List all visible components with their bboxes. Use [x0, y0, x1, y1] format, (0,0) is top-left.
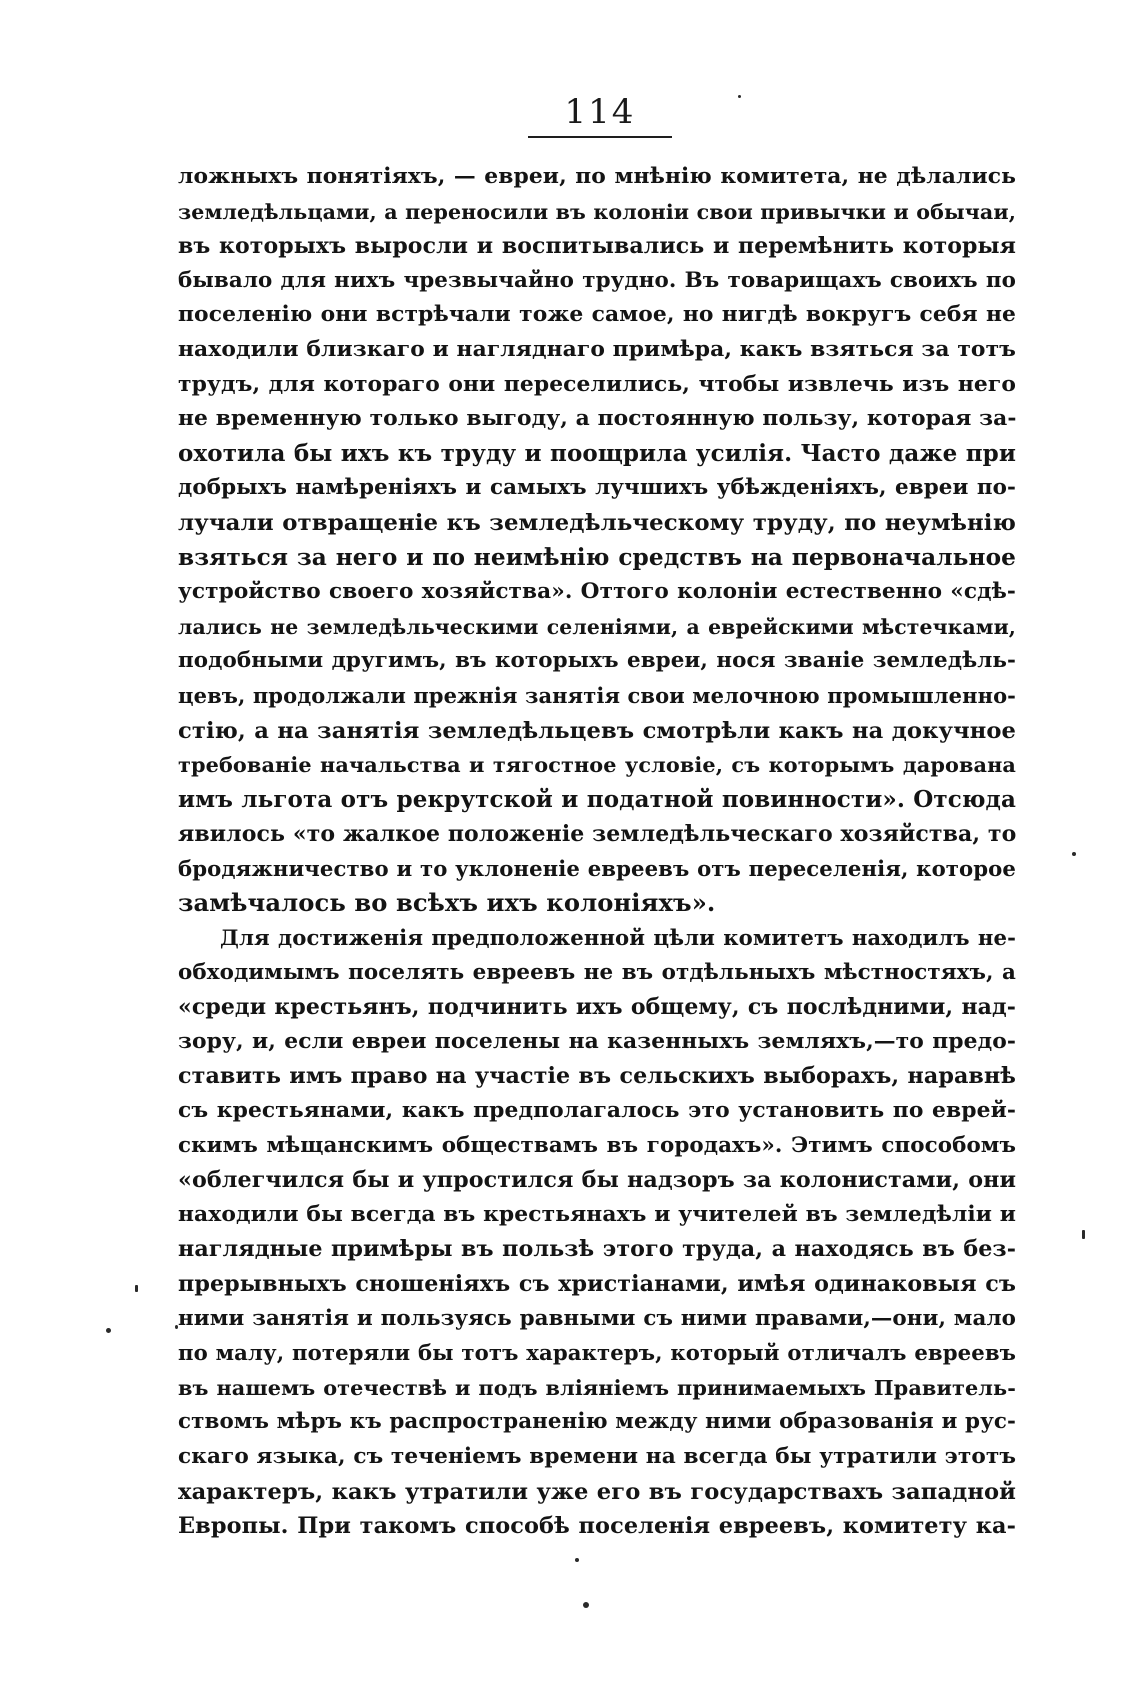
text-line: лучали отвращеніе къ земледѣльческому труду, по неумѣнію — [178, 509, 1016, 536]
text-line: зору, и, если евреи поселены на казенныхъ земляхъ,—то предо- — [178, 1028, 1016, 1054]
text-line: обходимымъ поселять евреевъ не въ отдѣльныхъ мѣстностяхъ, а — [178, 959, 1016, 985]
scan-speck — [135, 1285, 138, 1292]
text-line: ставить имъ право на участіе въ сельскихъ выборахъ, наравнѣ — [178, 1063, 1016, 1090]
text-line: скаго языка, съ теченіемъ времени на всегда бы утратили этотъ — [178, 1443, 1016, 1469]
text-line: подобными другимъ, въ которыхъ евреи, нося званіе земледѣль- — [178, 648, 1016, 674]
text-line: съ крестьянами, какъ предполагалось это установить по еврей- — [178, 1098, 1016, 1124]
text-line: охотила бы ихъ къ труду и поощрила усилія. Часто даже при — [178, 439, 1016, 467]
text-line: въ которыхъ выросли и воспитывались и перемѣнить которыя — [178, 233, 1016, 260]
text-line: требованіе начальства и тягостное условіе, съ которымъ дарована — [178, 752, 1016, 778]
text-line: земледѣльцами, а переносили въ колоніи свои привычки и обычаи, — [178, 199, 1016, 224]
text-line: ложныхъ понятіяхъ, — евреи, по мнѣнію комитета, не дѣлались — [178, 164, 1016, 189]
page-number-rule — [528, 136, 672, 138]
body-text — [178, 160, 1016, 1544]
text-line: наглядные примѣры въ пользѣ этого труда, а находясь въ без- — [178, 1236, 1016, 1263]
text-line: не временную только выгоду, а постоянную пользу, которая за- — [178, 406, 1017, 432]
text-line: скимъ мѣщанскимъ обществамъ въ городахъ». Этимъ способомъ — [178, 1132, 1016, 1158]
text-line: бывало для нихъ чрезвычайно трудно. Въ товарищахъ своихъ по — [178, 267, 1016, 293]
text-line: «среди крестьянъ, подчинить ихъ общему, съ послѣдними, над- — [178, 994, 1016, 1021]
scan-speck — [575, 1558, 579, 1562]
text-line: стію, а на занятія земледѣльцевъ смотрѣли какъ на докучное — [178, 717, 1016, 744]
text-line: въ нашемъ отечествѣ и подъ вліяніемъ принимаемыхъ Правитель- — [178, 1374, 1016, 1400]
text-line: явилось «то жалкое положеніе земледѣльческаго хозяйства, то — [178, 821, 1017, 848]
scan-speck — [175, 1325, 178, 1329]
text-line: замѣчалось во всѣхъ ихъ колоніяхъ». — [178, 888, 716, 918]
text-line: имъ льгота отъ рекрутской и податной повинности». Отсюда — [178, 785, 1016, 813]
scan-speck — [738, 95, 741, 98]
text-line: Европы. При такомъ способѣ поселенія евреевъ, комитету ка- — [178, 1513, 1016, 1540]
text-line: по малу, потеряли бы тотъ характеръ, который отличалъ евреевъ — [178, 1340, 1016, 1366]
text-line: цевъ, продолжали прежнія занятія свои мелочною промышленно- — [178, 682, 1016, 708]
text-line: находили бы всегда въ крестьянахъ и учителей въ земледѣліи и — [178, 1201, 1016, 1227]
text-line: поселенію они встрѣчали тоже самое, но нигдѣ вокругъ себя не — [178, 302, 1016, 328]
text-line: взяться за него и по неимѣнію средствъ на первоначальное — [178, 543, 1016, 571]
text-line: добрыхъ намѣреніяхъ и самыхъ лучшихъ убѣжденіяхъ, евреи по- — [178, 475, 1016, 501]
scan-speck — [1072, 852, 1076, 856]
text-line: Для достиженія предположенной цѣли комитетъ находилъ не- — [220, 925, 1016, 951]
text-line: ствомъ мѣръ къ распространенію между ними образованія и рус- — [178, 1409, 1016, 1435]
page-number: 114 — [564, 92, 636, 132]
text-line: находили близкаго и нагляднаго примѣра, какъ взяться за тотъ — [178, 336, 1016, 362]
text-line: устройство своего хозяйства». Оттого колоніи естественно «сдѣ- — [178, 579, 1016, 605]
text-line: трудъ, для котораго они переселились, чтобы извлечь изъ него — [178, 371, 1016, 397]
scan-speck — [1082, 1230, 1085, 1239]
text-line: «облегчился бы и упростился бы надзоръ за колонистами, они — [178, 1167, 1016, 1194]
scan-speck — [106, 1328, 111, 1333]
text-line: лались не земледѣльческими селеніями, а еврейскими мѣстечками, — [178, 614, 1016, 639]
text-line: ними занятія и пользуясь равными съ ними правами,—они, мало — [178, 1305, 1016, 1331]
text-line: прерывныхъ сношеніяхъ съ христіанами, имѣя одинаковыя съ — [178, 1271, 1016, 1297]
text-line: бродяжничество и то уклоненіе евреевъ отъ переселенія, которое — [178, 855, 1016, 881]
scan-speck — [583, 1602, 589, 1608]
text-line: характеръ, какъ утратили уже его въ государствахъ западной — [178, 1478, 1016, 1505]
